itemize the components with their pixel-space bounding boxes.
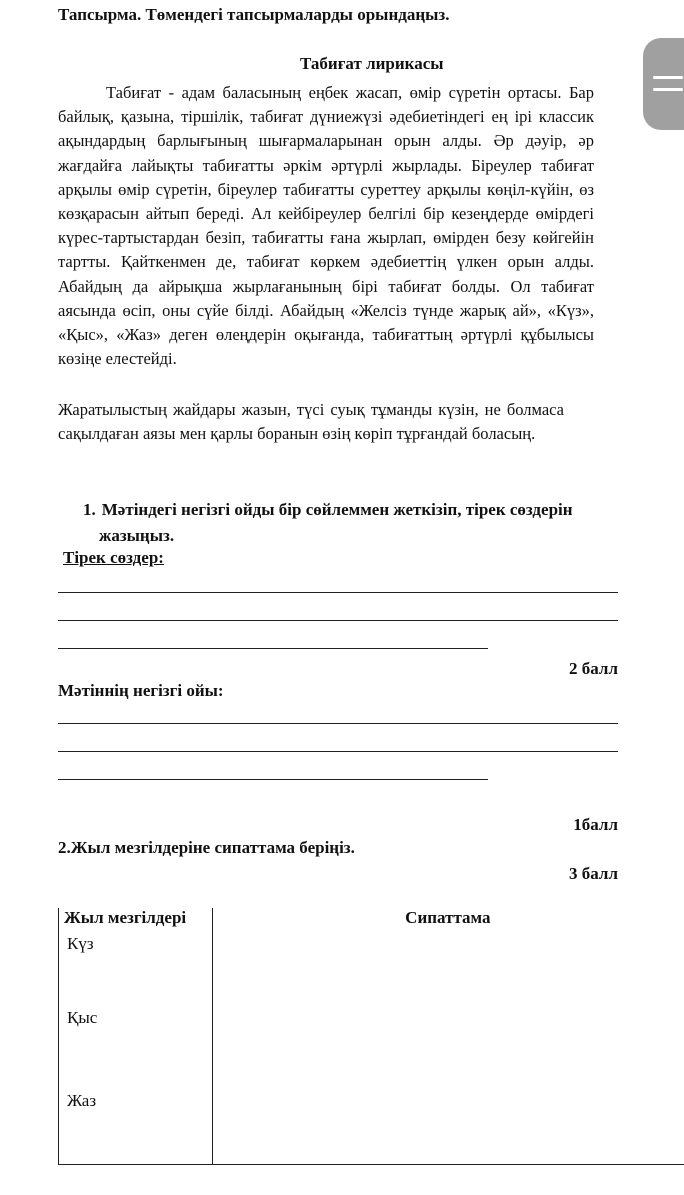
table-row [59,932,684,1006]
question-1-number: 1. [83,500,96,519]
main-idea-label: Мәтіннің негізгі ойы: [58,681,224,700]
paragraph-2: Жаратылыстың жайдары жазын, түсі суық тұманды күзін, не болмаса сақылдаған аязы мен қарлы боранын өзің көріп тұрғандай боласың. [58,400,564,444]
table-row [59,1006,684,1089]
answer-line[interactable] [58,751,618,752]
question-2: 2.Жыл мезгілдеріне сипаттама беріңіз. [58,838,355,857]
question-1 [83,497,623,549]
table-row [59,1089,684,1165]
table-header-description: Сипаттама [405,908,491,927]
menu-icon-bar-2 [653,88,683,91]
table-header-seasons: Жыл мезгілдері [59,908,213,932]
task-heading: Тапсырма. Төмендегі тапсырмаларды орындаңыз. [58,5,450,24]
question-1-score: 2 балл [569,659,618,678]
description-cell[interactable] [212,932,683,1006]
seasons-table [58,908,684,1165]
answer-line[interactable] [58,592,618,593]
keywords-label: Тірек сөздер: [63,548,164,567]
answer-line[interactable] [58,723,618,724]
answer-line[interactable] [58,648,488,649]
description-cell[interactable] [212,1089,683,1165]
paragraph-1: Табиғат - адам баласының еңбек жасап, өмір сүретін ортасы. Бар байлық, қазына, тіршілік, табиғат дүниежүзі әдебиетіндегі ең ірі классик ақындардың барлығының шығармаларынан орын алды. Әр дәуір, әр жағдайға лайықты табиғатты әркім әртүрлі жырлады. Біреулер табиғат арқылы өмір сүретін, біреулер табиғатты суреттеу арқылы көңіл-күйін, өз көзқарасын айтып береді. Ал кейбіреулер белгілі бір кезеңдерде өмірдегі күрес-тартыстардан безіп, табиғатты ғана жырлап, өмірден безу көйгейін тартты. Қайткенмен де, табиғат көркем әдебиеттің үлкен орын алды. Абайдың да айрықша жырлағанының бірі табиғат болды. Ол табиғат аясында өсіп, оны сүйе білді. Абайдың «Желсіз түнде жарық ай», «Күз», «Қыс», «Жаз» деген өлеңдерін оқығанда, табиғаттың әртүрлі құбылысы көзіңе елестейді. [58,83,594,369]
season-cell: Күз [59,932,213,1006]
text-title: Табиғат лирикасы [300,54,444,73]
menu-icon-bar-1 [653,76,683,79]
description-cell[interactable] [212,1006,683,1089]
question-1-line-1: Мәтіндегі негізгі ойды бір сөйлеммен жеткізіп, тірек сөздерін [101,500,573,519]
season-cell: Қыс [59,1006,213,1089]
question-2-score: 3 балл [569,864,618,883]
answer-line[interactable] [58,779,488,780]
table-bottom-border [58,1164,684,1165]
menu-button[interactable] [643,38,684,130]
answer-line[interactable] [58,620,618,621]
season-cell: Жаз [59,1089,213,1165]
table-header-row [59,908,684,932]
question-1-line-2: жазыңыз. [99,526,175,545]
main-idea-score: 1балл [573,815,618,834]
